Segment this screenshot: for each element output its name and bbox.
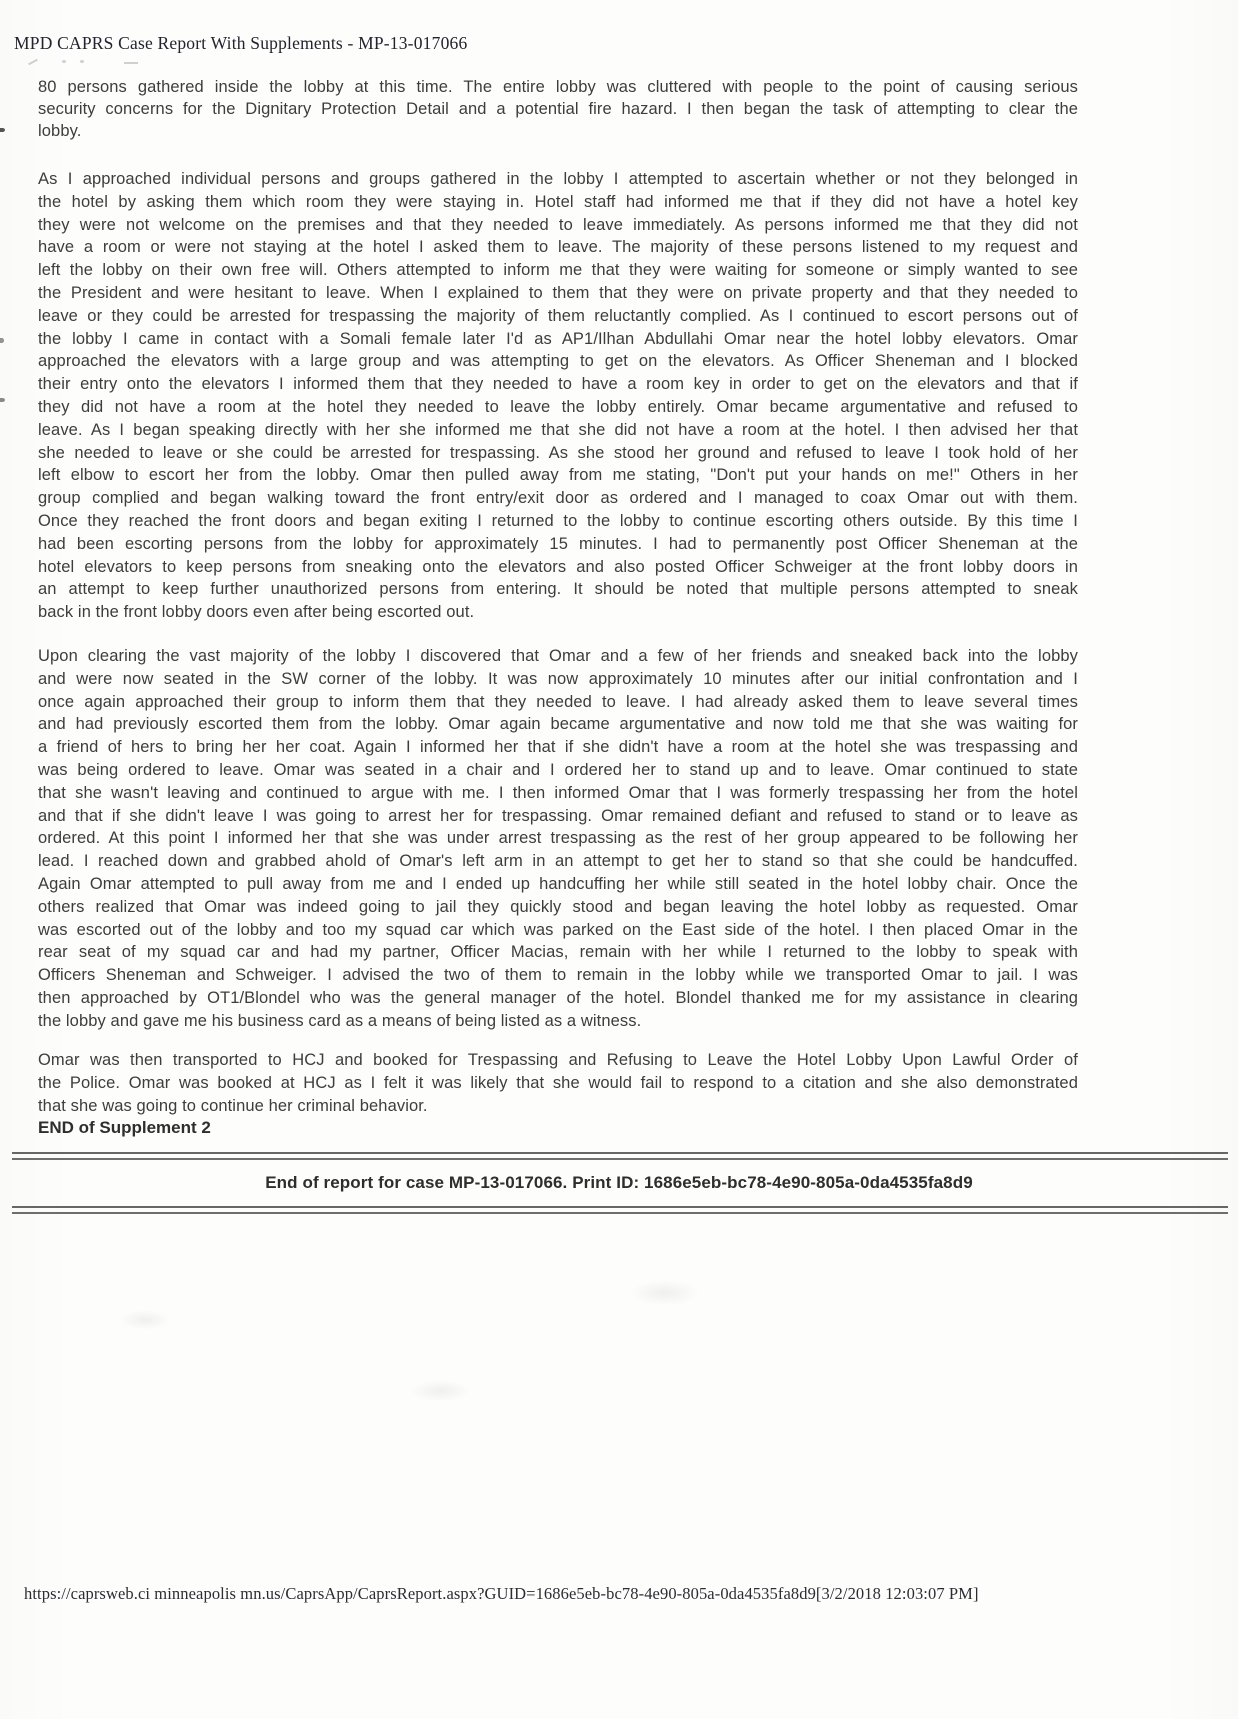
paragraph-line: lobby. [38, 122, 82, 140]
supplement-end-label: END of Supplement 2 [38, 1118, 211, 1137]
pencil-dot [80, 60, 84, 63]
paragraph-line: a friend of hers to bring her her coat. Again I informed her that if she didn't have a room at the hotel she was trespassing and [38, 738, 1078, 757]
report-title: MPD CAPRS Case Report With Supplements - MP-13-017066 [14, 33, 468, 53]
paragraph-line: Once they reached the front doors and began exiting I returned to the lobby to continue escorting others outside. By this time I [38, 511, 1078, 530]
paragraph-line: was escorted out of the lobby and too my squad car which was parked on the East side of the hotel. I then placed Omar in the [38, 920, 1078, 939]
pencil-dot [62, 60, 66, 63]
paragraph-line: an attempt to keep further unauthorized persons from entering. It should be noted that multiple persons attempted to sneak [38, 580, 1078, 599]
paragraph-line: left elbow to escort her from the lobby. Omar then pulled away from me stating, "Don't put your hands on me!" Others in her [38, 466, 1078, 485]
paragraph-line: she needed to leave or she could be arrested for trespassing. As she stood her ground and refused to leave I took hold of her [38, 443, 1078, 462]
pencil-stroke [28, 59, 38, 65]
scan-smudge [120, 1310, 170, 1330]
paragraph-line: ordered. At this point I informed her that she was under arrest trespassing as the rest of her group appeared to be following her [38, 829, 1078, 848]
paragraph-line: back in the front lobby doors even after being escorted out. [38, 603, 475, 622]
scan-edge-artifact [0, 128, 5, 132]
paragraph-line: have a room or were not staying at the hotel I asked them to leave. The majority of these persons listened to my request and [38, 238, 1078, 257]
narrative-paragraph-1 [38, 76, 1078, 142]
paragraph-line: the lobby and gave me his business card as a means of being listed as a witness. [38, 1011, 642, 1030]
paragraph-line: lead. I reached down and grabbed ahold of Omar's left arm in an attempt to get her to stand so that she could be handcuffed. [38, 852, 1078, 871]
paragraph-line: once again approached their group to inform them that they needed to leave. I had already asked them to leave several times [38, 692, 1078, 711]
paragraph-line: the lobby I came in contact with a Somali female later I'd as AP1/Ilhan Abdullahi Omar near the hotel lobby elevators. Omar [38, 329, 1078, 348]
paragraph-line: hotel elevators to keep persons from sneaking onto the elevators and also posted Officer Schweiger at the front lobby doors in [38, 557, 1078, 576]
narrative-paragraph-4 [38, 1049, 1078, 1117]
pencil-scan-marks [28, 58, 168, 68]
paragraph-line: As I approached individual persons and groups gathered in the lobby I attempted to ascertain whether or not they belonged in [38, 170, 1078, 188]
paragraph-line: the President and were hesitant to leave. When I explained to them that they were on private property and that they needed to [38, 283, 1078, 302]
paragraph-line: then approached by OT1/Blondel who was the general manager of the hotel. Blondel thanked me for my assistance in clearing [38, 988, 1078, 1007]
paragraph-line: Officers Sheneman and Schweiger. I advised the two of them to remain in the lobby while we transported Omar to jail. I was [38, 966, 1078, 985]
paragraph-line: they were not welcome on the premises and that they needed to leave immediately. As persons informed me that they did not [38, 215, 1078, 234]
narrative-paragraph-2 [38, 168, 1078, 624]
paragraph-line: and were now seated in the SW corner of the lobby. It was now approximately 10 minutes after our initial confrontation and I [38, 669, 1078, 688]
paragraph-line: that she was going to continue her criminal behavior. [38, 1096, 428, 1115]
paragraph-line: the Police. Omar was booked at HCJ as I felt it was likely that she would fail to respond to a citation and she also demonstrated [38, 1073, 1078, 1092]
paragraph-line: 80 persons gathered inside the lobby at this time. The entire lobby was cluttered with people to the point of causing serious [38, 78, 1078, 96]
paragraph-line: and had previously escorted them from the lobby. Omar again became argumentative and now told me that she was waiting for [38, 715, 1078, 734]
paragraph-line: security concerns for the Dignitary Protection Detail and a potential fire hazard. I then began the task of attempting to clear the [38, 100, 1078, 118]
print-footer-url: https://caprsweb.ci minneapolis mn.us/CaprsApp/CaprsReport.aspx?GUID=1686e5eb-bc78-4e90-805a-0da4535fa8d9[3/2/2018 12:03:07 PM] [24, 1584, 979, 1603]
paragraph-line: and that if she didn't leave I was going to arrest her for trespassing. Omar remained defiant and refused to stand or to leave as [38, 806, 1078, 825]
paragraph-line: their entry onto the elevators I informed them that they needed to have a room key in order to get on the elevators and that if [38, 375, 1078, 394]
scan-edge-artifact [0, 398, 5, 402]
paragraph-line: had been escorting persons from the lobby for approximately 15 minutes. I had to permanently post Officer Sheneman at the [38, 534, 1078, 553]
paragraph-line: Upon clearing the vast majority of the lobby I discovered that Omar and a few of her friends and sneaked back into the lobby [38, 647, 1078, 665]
paragraph-line: approached the elevators with a large group and was attempting to get on the elevators. As Officer Sheneman and I blocked [38, 352, 1078, 371]
horizontal-rule [12, 1206, 1228, 1214]
scan-smudge [410, 1380, 470, 1402]
paragraph-line: rear seat of my squad car and had my partner, Officer Macias, remain with her while I returned to the lobby to speak with [38, 943, 1078, 962]
paragraph-line: Omar was then transported to HCJ and booked for Trespassing and Refusing to Leave the Hotel Lobby Upon Lawful Order of [38, 1051, 1078, 1069]
paragraph-line: others realized that Omar was indeed going to jail they quickly stood and began leaving the hotel lobby as requested. Omar [38, 897, 1078, 916]
paragraph-line: the hotel by asking them which room they were staying in. Hotel staff had informed me that if they did not have a hotel key [38, 192, 1078, 211]
scan-edge-artifact [0, 338, 4, 343]
horizontal-rule [12, 1152, 1228, 1160]
paragraph-line: Again Omar attempted to pull away from me and I ended up handcuffing her while still seated in the hotel lobby chair. Once the [38, 874, 1078, 893]
paragraph-line: leave. As I began speaking directly with her she informed me that she did not have a room at the hotel. I then advised her that [38, 420, 1078, 439]
narrative-paragraph-3 [38, 645, 1078, 1033]
paragraph-line: leave or they could be arrested for trespassing the majority of them reluctantly complied. As I continued to escort persons out of [38, 306, 1078, 325]
pencil-stroke [124, 62, 138, 64]
paragraph-line: was being ordered to leave. Omar was seated in a chair and I ordered her to stand up and to leave. Omar continued to state [38, 760, 1078, 779]
paragraph-line: group complied and began walking toward the front entry/exit door as ordered and I managed to coax Omar out with them. [38, 489, 1078, 508]
end-of-report-line: End of report for case MP-13-017066. Print ID: 1686e5eb-bc78-4e90-805a-0da4535fa8d9 [265, 1173, 973, 1192]
paragraph-line: left the lobby on their own free will. Others attempted to inform me that they were waiting for someone or simply wanted to see [38, 261, 1078, 280]
scan-smudge [630, 1280, 700, 1306]
paragraph-line: they did not have a room at the hotel they needed to leave the lobby entirely. Omar became argumentative and refused to [38, 397, 1078, 416]
paragraph-line: that she wasn't leaving and continued to argue with me. I then informed Omar that I was formerly trespassing her from the hotel [38, 783, 1078, 802]
